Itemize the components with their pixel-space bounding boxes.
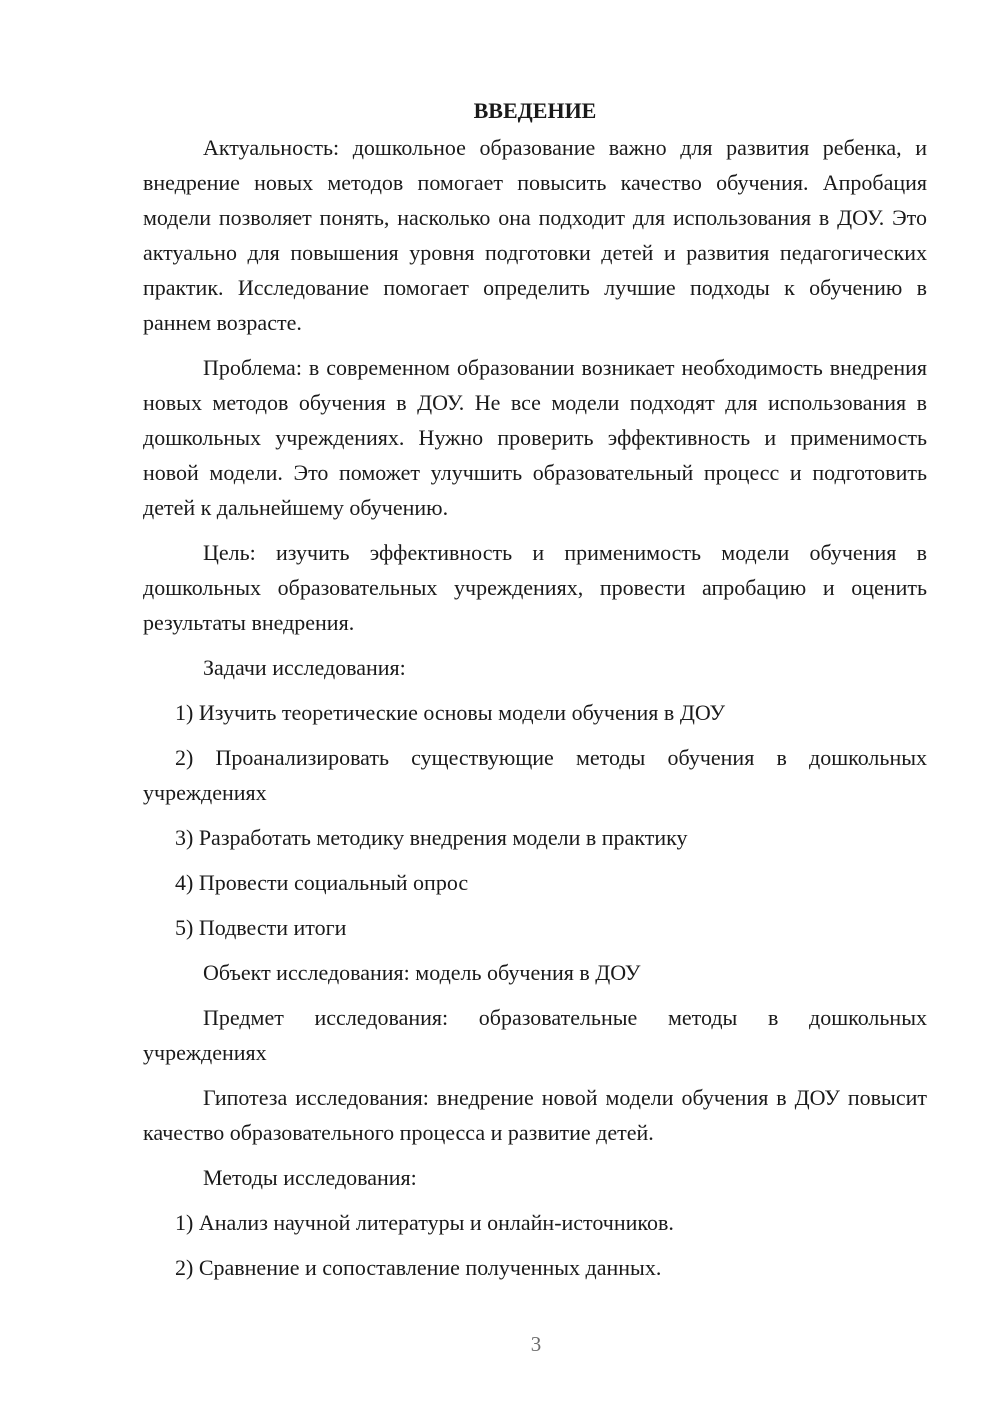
task-item: 2) Проанализировать существующие методы обучения в дошкольных учреждениях: [143, 745, 927, 805]
methods-heading: Методы исследования:: [203, 1165, 417, 1190]
section-title: ВВЕДЕНИЕ: [473, 98, 597, 123]
task-item: 1) Изучить теоретические основы модели обучения в ДОУ: [175, 700, 726, 725]
subject-paragraph: Предмет исследования: образовательные методы в дошкольных учреждениях: [143, 1005, 927, 1065]
page-content: [143, 93, 927, 1295]
method-item: 2) Сравнение и сопоставление полученных данных.: [175, 1255, 662, 1280]
tasks-heading: Задачи исследования:: [203, 655, 406, 680]
task-item: 5) Подвести итоги: [175, 915, 347, 940]
relevance-paragraph: Актуальность: дошкольное образование важно для развития ребенка, и внедрение новых методов помогает повысить качество обучения. Апробация модели позволяет понять, насколько она подходит для использования в ДОУ. Это актуально для повышения уровня подготовки детей и развития педагогических практик. Исследование помогает определить лучшие подходы к обучению в раннем возрасте.: [143, 135, 927, 335]
page-number: 3: [530, 1332, 542, 1356]
task-item: 4) Провести социальный опрос: [175, 870, 469, 895]
problem-paragraph: Проблема: в современном образовании возникает необходимость внедрения новых методов обучения в ДОУ. Не все модели подходят для использования в дошкольных учреждениях. Нужно проверить эффективность и применимость новой модели. Это поможет улучшить образовательный процесс и подготовить детей к дальнейшему обучению.: [143, 355, 927, 520]
goal-paragraph: Цель: изучить эффективность и применимость модели обучения в дошкольных образовательных учреждениях, провести апробацию и оценить результаты внедрения.: [143, 540, 927, 635]
hypothesis-paragraph: Гипотеза исследования: внедрение новой модели обучения в ДОУ повысит качество образовательного процесса и развитие детей.: [143, 1085, 927, 1145]
task-item: 3) Разработать методику внедрения модели в практику: [175, 825, 688, 850]
method-item: 1) Анализ научной литературы и онлайн-источников.: [175, 1210, 674, 1235]
object-paragraph: Объект исследования: модель обучения в ДОУ: [203, 960, 641, 985]
